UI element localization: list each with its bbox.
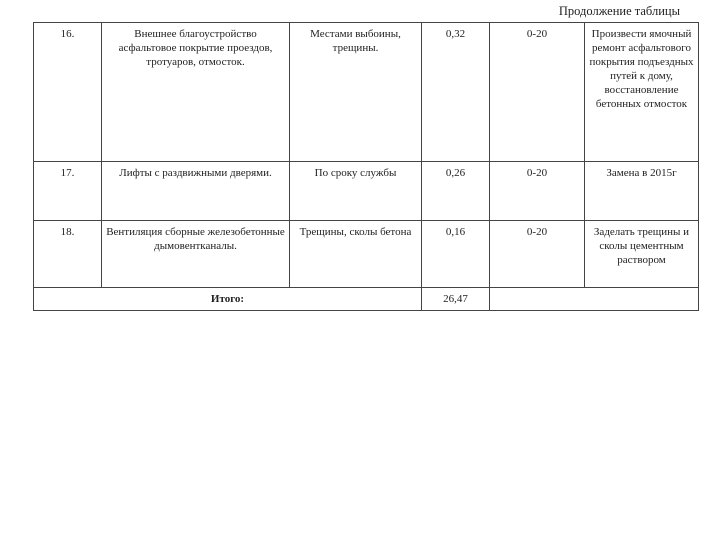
wear-coefficient: 0,16 [422,221,490,288]
element-name: Вентиляция сборные железобетонные дымовентканалы. [102,221,290,288]
wear-range: 0-20 [490,162,585,221]
total-value: 26,47 [422,288,490,311]
wear-range: 0-20 [490,23,585,162]
row-number: 18. [34,221,102,288]
element-name: Внешнее благоустройство асфальтовое покрытие проездов, тротуаров, отмосток. [102,23,290,162]
element-name: Лифты с раздвижными дверями. [102,162,290,221]
row-number: 17. [34,162,102,221]
defect-location: Местами выбоины, трещины. [290,23,422,162]
defect-location: Трещины, сколы бетона [290,221,422,288]
total-label: Итого: [34,288,422,311]
repair-action: Произвести ямочный ремонт асфальтового покрытия подъездных путей к дому, восстановление бетонных отмосток [585,23,699,162]
wear-coefficient: 0,32 [422,23,490,162]
wear-range: 0-20 [490,221,585,288]
wear-coefficient: 0,26 [422,162,490,221]
table-row [34,23,699,162]
defect-location: По сроку службы [290,162,422,221]
table-continuation-caption: Продолжение таблицы [558,4,680,18]
total-blank-cell [490,288,699,311]
defects-table [33,22,699,311]
repair-action: Замена в 2015г [585,162,699,221]
table-row [34,221,699,288]
table-row [34,162,699,221]
total-row [34,288,699,311]
repair-action: Заделать трещины и сколы цементным раствором [585,221,699,288]
row-number: 16. [34,23,102,162]
